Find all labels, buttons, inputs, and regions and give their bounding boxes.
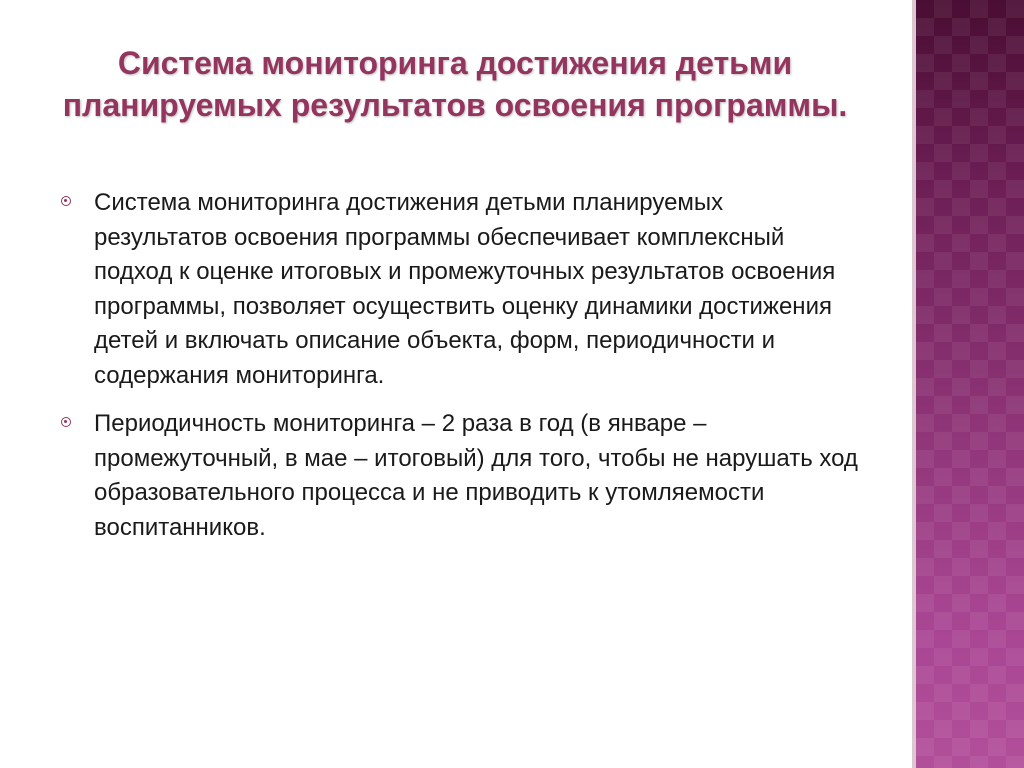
circle-dot-bullet-icon — [61, 196, 71, 206]
bullet-item — [60, 186, 860, 393]
slide-title: Система мониторинга достижения детьми планируемых результатов освоения программы. — [62, 45, 848, 123]
side-panel-pattern — [916, 0, 1024, 768]
bullet-item — [60, 407, 860, 545]
bullet-list — [60, 186, 860, 559]
circle-dot-bullet-icon — [61, 417, 71, 427]
bullet-text: Система мониторинга достижения детьми планируемых результатов освоения программы обеспечивает комплексный подход к оценке итоговых и промежуточных результатов освоения программы, позволяет осуществить оценку динамики достижения детей и включать описание объекта, форм, периодичности и содержания мониторинга. — [94, 189, 836, 389]
decorative-side-panel — [912, 0, 1024, 768]
bullet-text: Периодичность мониторинга – 2 раза в год (в январе – промежуточный, в мае – итоговый) для того, чтобы не нарушать ход образовательного процесса и не приводить к утомляемости воспитанников. — [94, 410, 858, 541]
